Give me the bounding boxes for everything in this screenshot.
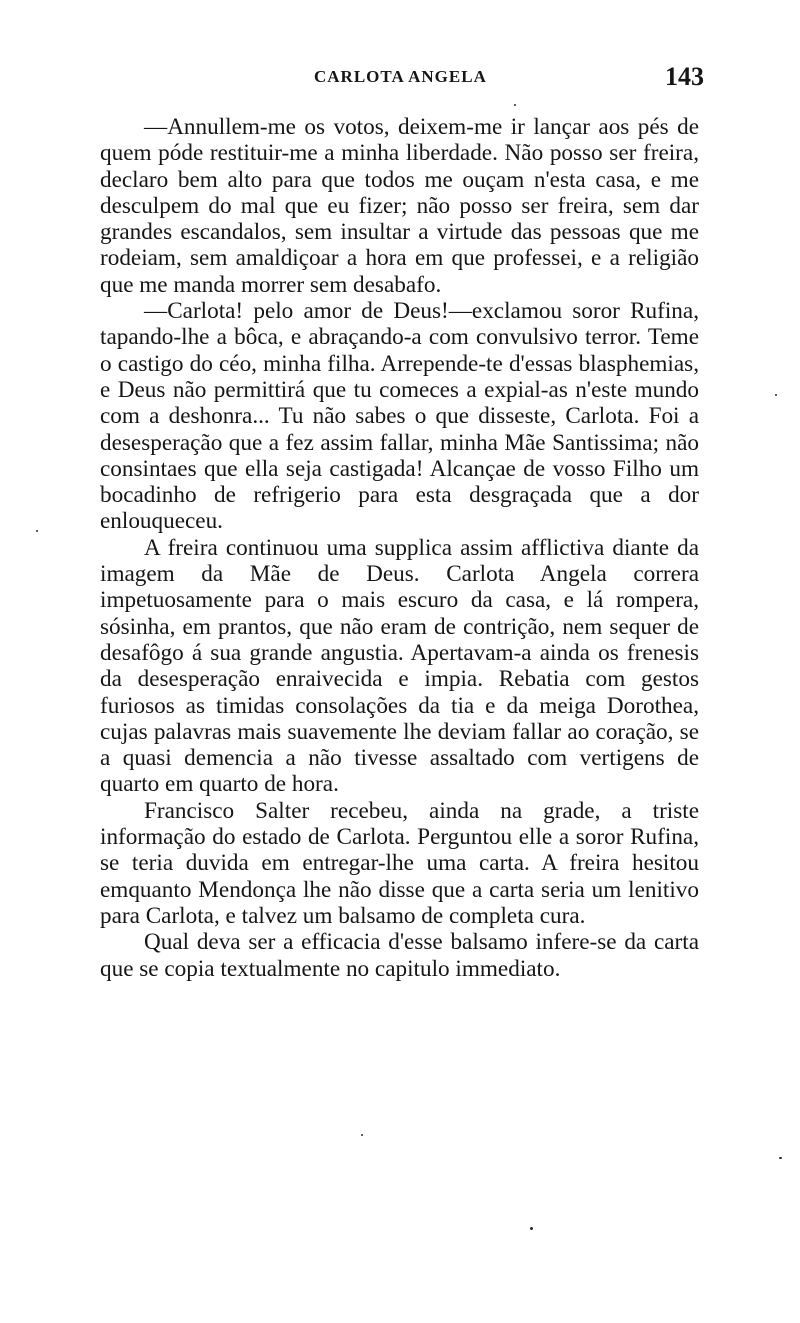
- paragraph: —Annullem-me os votos, deixem-me ir lançar aos pés de quem póde restituir-me a minha liberdade. Não posso ser freira, declaro bem alto para que todos me ouçam n'esta casa, e me desculpem do mal que eu fizer; não posso ser freira, sem dar grandes escandalos, sem insultar a virtude das pessoas que me rodeiam, sem amaldiçoar a hora em que professei, e a religião que me manda morrer sem desabafo.: [100, 114, 699, 298]
- print-speck: [530, 1227, 533, 1230]
- page-number: 143: [665, 62, 704, 91]
- print-speck: [779, 1157, 782, 1159]
- print-speck: [775, 394, 777, 396]
- paragraph: Qual deva ser a efficacia d'esse balsamo infere-se da carta que se copia textualmente no capitulo immediato.: [100, 929, 699, 982]
- paragraph: A freira continuou uma supplica assim afflictiva diante da imagem da Mãe de Deus. Carlota Angela correra impetuosamente para o mais escuro da casa, e lá rompera, sósinha, em prantos, que não eram de contrição, nem sequer de desafôgo á sua grande angustia. Apertavam-a ainda os frenesis da desesperação enraivecida e impia. Rebatia com gestos furiosos as timidas consolações da tia e da meiga Dorothea, cujas palavras mais suavemente lhe deviam fallar ao coração, se a quasi demencia a não tivesse assaltado com vertigens de quarto em quarto de hora.: [100, 534, 699, 798]
- paragraph: —Carlota! pelo amor de Deus!—exclamou soror Rufina, tapando-lhe a bôca, e abraçando-a com convulsivo terror. Teme o castigo do céo, minha filha. Arrepende-te d'essas blasphemias, e Deus não permittirá que tu comeces a expial-as n'este mundo com a deshonra... Tu não sabes o que disseste, Carlota. Foi a desesperação que a fez assim fallar, minha Mãe Santissima; não consintaes que ella seja castigada! Alcançae de vosso Filho um bocadinho de refrigerio para esta desgraçada que a dor enlouqueceu.: [100, 298, 699, 535]
- paragraph: Francisco Salter recebeu, ainda na grade, a triste informação do estado de Carlota. Perguntou elle a soror Rufina, se teria duvida em entregar-lhe uma carta. A freira hesitou emquanto Mendonça lhe não disse que a carta seria um lenitivo para Carlota, e talvez um balsamo de completa cura.: [100, 797, 699, 929]
- body-text: [100, 114, 699, 982]
- running-title: CARLOTA ANGELA: [314, 67, 487, 86]
- print-speck: [361, 1134, 363, 1136]
- print-speck: [514, 104, 516, 106]
- print-speck: [36, 530, 38, 532]
- running-header: [100, 64, 706, 92]
